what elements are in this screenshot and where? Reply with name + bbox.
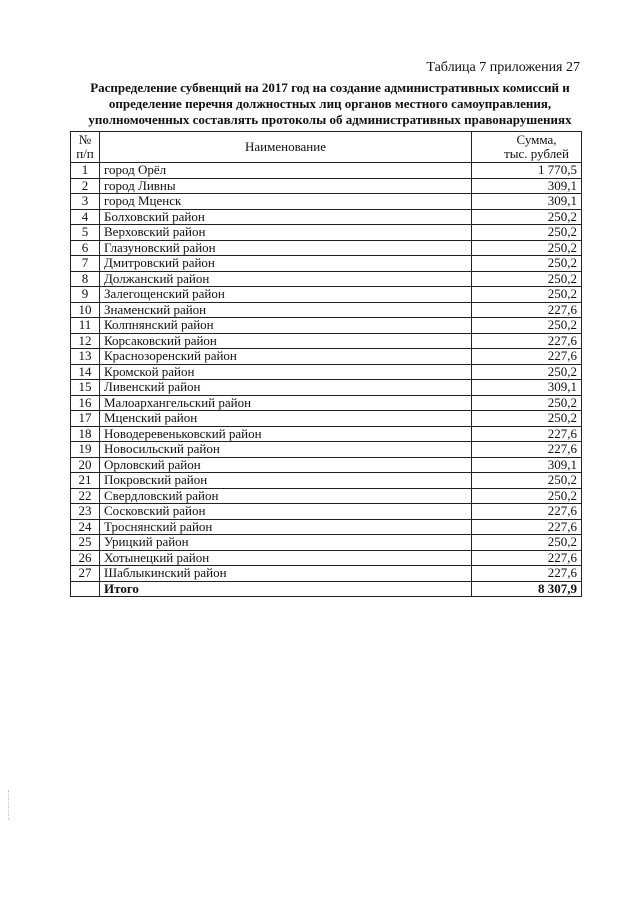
row-name: Дмитровский район — [100, 256, 472, 272]
row-number: 21 — [71, 473, 100, 489]
row-name: Троснянский район — [100, 519, 472, 535]
row-number: 2 — [71, 178, 100, 194]
row-name: Свердловский район — [100, 488, 472, 504]
table-row — [71, 240, 582, 256]
total-label: Итого — [100, 581, 472, 597]
row-name: Верховский район — [100, 225, 472, 241]
table-header-row — [71, 132, 582, 163]
table-row — [71, 426, 582, 442]
table-row — [71, 302, 582, 318]
row-sum: 250,2 — [472, 535, 582, 551]
row-number: 20 — [71, 457, 100, 473]
table-row — [71, 566, 582, 582]
total-row — [71, 581, 582, 597]
table-row — [71, 225, 582, 241]
row-sum: 227,6 — [472, 349, 582, 365]
document-title — [60, 80, 600, 128]
row-sum: 227,6 — [472, 519, 582, 535]
row-name: Болховский район — [100, 209, 472, 225]
row-sum: 250,2 — [472, 287, 582, 303]
table-row — [71, 488, 582, 504]
header-number-line1: № — [78, 132, 92, 147]
row-sum: 250,2 — [472, 318, 582, 334]
title-line: определение перечня должностных лиц органов местного самоуправления, — [108, 96, 552, 111]
row-name: Глазуновский район — [100, 240, 472, 256]
row-name: Корсаковский район — [100, 333, 472, 349]
header-number — [71, 132, 100, 163]
row-number: 17 — [71, 411, 100, 427]
row-sum: 250,2 — [472, 209, 582, 225]
row-sum: 250,2 — [472, 256, 582, 272]
row-sum: 250,2 — [472, 473, 582, 489]
row-name: город Ливны — [100, 178, 472, 194]
row-sum: 227,6 — [472, 426, 582, 442]
row-sum: 250,2 — [472, 364, 582, 380]
row-name: Ливенский район — [100, 380, 472, 396]
header-name: Наименование — [100, 132, 472, 163]
row-sum: 250,2 — [472, 395, 582, 411]
table-caption: Таблица 7 приложения 27 — [426, 60, 580, 75]
table-row — [71, 519, 582, 535]
table-row — [71, 287, 582, 303]
row-number: 4 — [71, 209, 100, 225]
table-row — [71, 395, 582, 411]
row-number: 1 — [71, 163, 100, 179]
row-name: Залегощенский район — [100, 287, 472, 303]
row-number: 3 — [71, 194, 100, 210]
row-number: 19 — [71, 442, 100, 458]
row-name: Колпнянский район — [100, 318, 472, 334]
row-name: Должанский район — [100, 271, 472, 287]
row-number: 27 — [71, 566, 100, 582]
row-sum: 250,2 — [472, 240, 582, 256]
row-sum: 1 770,5 — [472, 163, 582, 179]
row-number: 6 — [71, 240, 100, 256]
row-name: Краснозоренский район — [100, 349, 472, 365]
row-number: 13 — [71, 349, 100, 365]
row-name: Хотынецкий район — [100, 550, 472, 566]
row-number: 24 — [71, 519, 100, 535]
table-row — [71, 473, 582, 489]
row-sum: 227,6 — [472, 333, 582, 349]
table-row — [71, 411, 582, 427]
title-line: уполномоченных составлять протоколы об административных правонарушениях — [88, 112, 572, 127]
row-sum: 309,1 — [472, 457, 582, 473]
row-name: Покровский район — [100, 473, 472, 489]
header-sum — [472, 132, 582, 163]
row-number: 9 — [71, 287, 100, 303]
row-number: 10 — [71, 302, 100, 318]
row-name: город Мценск — [100, 194, 472, 210]
row-number: 15 — [71, 380, 100, 396]
row-sum: 250,2 — [472, 225, 582, 241]
table-row — [71, 364, 582, 380]
subsidy-table — [70, 131, 582, 597]
row-name: Знаменский район — [100, 302, 472, 318]
table-row — [71, 457, 582, 473]
row-name: Шаблыкинский район — [100, 566, 472, 582]
row-number: 16 — [71, 395, 100, 411]
row-sum: 227,6 — [472, 550, 582, 566]
row-number: 12 — [71, 333, 100, 349]
row-number: 26 — [71, 550, 100, 566]
row-number: 22 — [71, 488, 100, 504]
row-name: Мценский район — [100, 411, 472, 427]
table-row — [71, 504, 582, 520]
table-row — [71, 256, 582, 272]
table-row — [71, 550, 582, 566]
table-row — [71, 333, 582, 349]
row-sum: 309,1 — [472, 178, 582, 194]
table-row — [71, 442, 582, 458]
table-row — [71, 209, 582, 225]
row-number: 23 — [71, 504, 100, 520]
row-name: Новодеревеньковский район — [100, 426, 472, 442]
row-sum: 250,2 — [472, 411, 582, 427]
row-name: Орловский район — [100, 457, 472, 473]
total-num-cell — [71, 581, 100, 597]
table-row — [71, 535, 582, 551]
table-row — [71, 194, 582, 210]
row-number: 18 — [71, 426, 100, 442]
row-sum: 250,2 — [472, 488, 582, 504]
table-row — [71, 178, 582, 194]
header-number-line2: п/п — [76, 146, 94, 161]
table-row — [71, 318, 582, 334]
row-name: Урицкий район — [100, 535, 472, 551]
row-name: Новосильский район — [100, 442, 472, 458]
row-number: 8 — [71, 271, 100, 287]
row-number: 11 — [71, 318, 100, 334]
row-number: 14 — [71, 364, 100, 380]
row-name: Малоархангельский район — [100, 395, 472, 411]
header-sum-line1: Сумма, — [516, 132, 557, 147]
total-sum: 8 307,9 — [472, 581, 582, 597]
row-sum: 227,6 — [472, 566, 582, 582]
table-row — [71, 163, 582, 179]
row-sum: 250,2 — [472, 271, 582, 287]
table-row — [71, 349, 582, 365]
header-sum-line2: тыс. рублей — [504, 146, 569, 161]
scan-margin-mark — [8, 790, 11, 820]
row-number: 5 — [71, 225, 100, 241]
row-name: Кромской район — [100, 364, 472, 380]
row-number: 7 — [71, 256, 100, 272]
row-sum: 309,1 — [472, 380, 582, 396]
row-sum: 227,6 — [472, 302, 582, 318]
row-sum: 227,6 — [472, 442, 582, 458]
table-row — [71, 271, 582, 287]
table-row — [71, 380, 582, 396]
row-sum: 309,1 — [472, 194, 582, 210]
row-number: 25 — [71, 535, 100, 551]
row-sum: 227,6 — [472, 504, 582, 520]
title-line: Распределение субвенций на 2017 год на создание административных комиссий и — [90, 80, 570, 95]
row-name: Сосковский район — [100, 504, 472, 520]
row-name: город Орёл — [100, 163, 472, 179]
